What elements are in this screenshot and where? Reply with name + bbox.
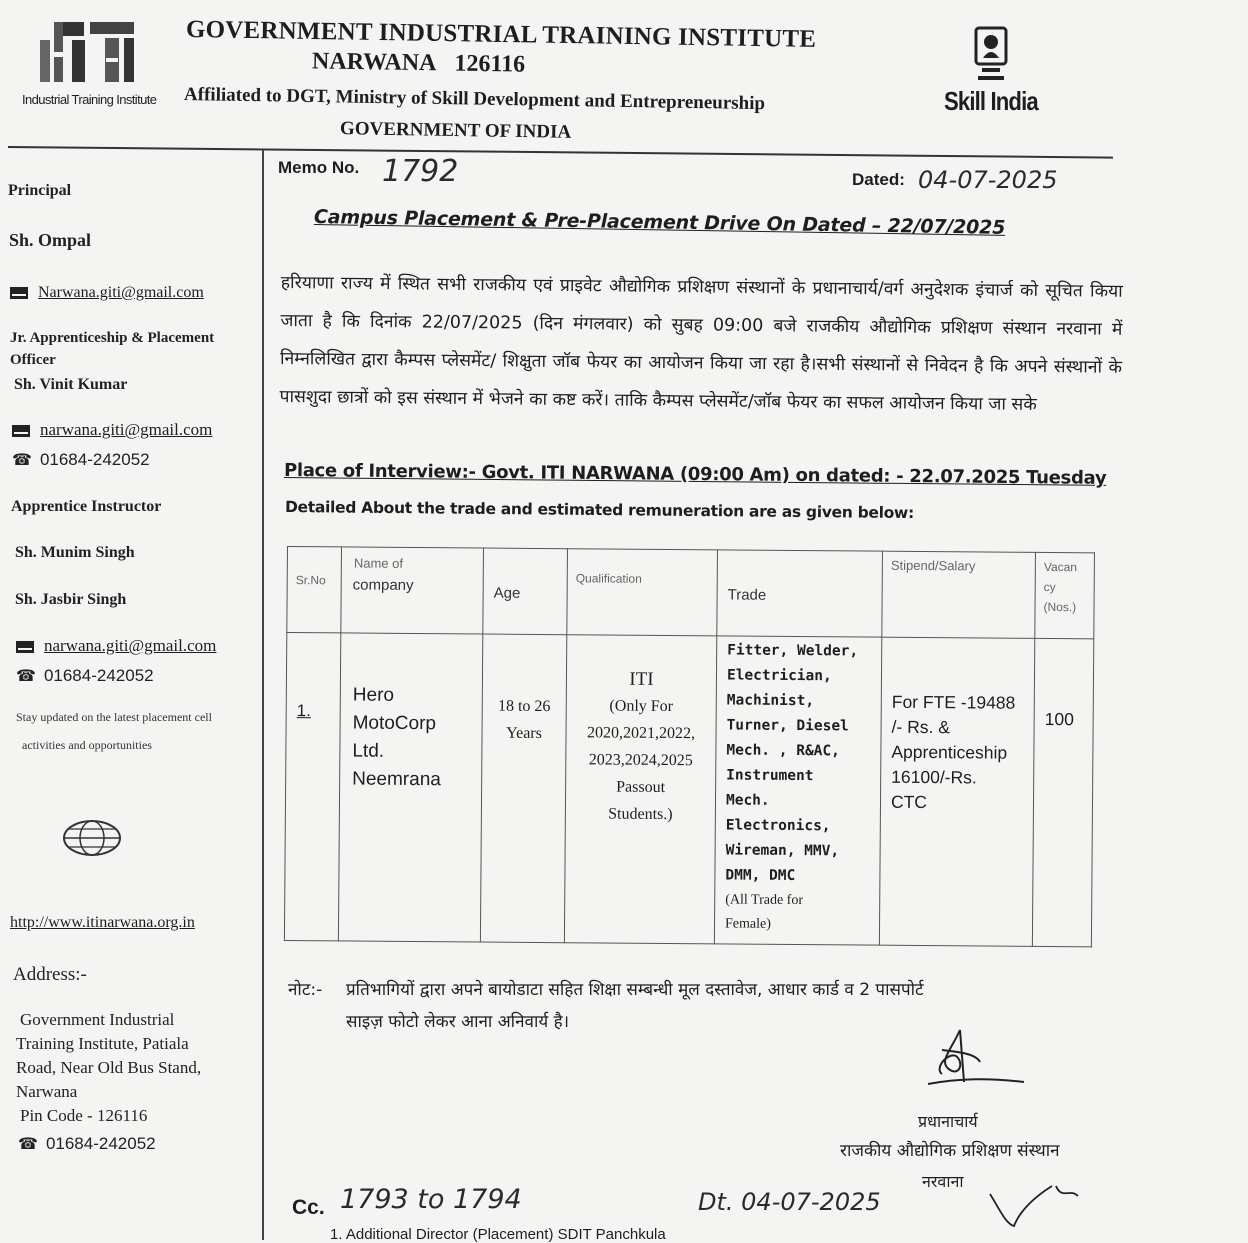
row-vacancy: 100 <box>1044 708 1074 730</box>
logo-caption: Industrial Training Institute <box>22 92 157 107</box>
city-pincode: 126116 <box>454 50 526 78</box>
company-line-1: Hero <box>352 684 395 706</box>
row-vacancy-cell <box>1032 638 1093 946</box>
qual-line-1: ITI <box>629 668 654 690</box>
qual-line-5: Passout <box>616 778 666 796</box>
company-line-3: Ltd. <box>352 740 385 762</box>
mail-icon <box>16 641 34 653</box>
place-of-interview: Place of Interview:- Govt. ITI NARWANA (09:00 Am) on dated: - 22.07.2025 Tuesday <box>283 460 1107 489</box>
instructor-name-2: Sh. Jasbir Singh <box>15 591 127 608</box>
header-srno-cell <box>287 547 342 633</box>
header-vacancy-2: cy <box>1043 579 1056 595</box>
mail-icon <box>10 287 28 299</box>
officer-phone: 01684-242052 <box>39 450 150 469</box>
address-phone-row <box>18 1134 156 1154</box>
pin-code: Pin Code - 126116 <box>20 1106 148 1125</box>
trade-line-8: Electronics, <box>725 817 831 835</box>
header-vacancy <box>1043 557 1093 617</box>
cc-numbers: 1793 to 1794 <box>340 1184 522 1215</box>
row-company-cell <box>338 633 482 942</box>
row-qualification <box>566 665 716 828</box>
officer-name: Sh. Vinit Kumar <box>14 376 128 393</box>
row-salary <box>891 690 1034 816</box>
phone-icon: ☎ <box>18 1136 38 1153</box>
address-line-1: Government Industrial <box>20 1010 175 1029</box>
detail-line: Detailed About the trade and estimated remuneration are as given below: <box>284 498 914 523</box>
cc-label: Cc. <box>292 1196 325 1219</box>
qual-line-3: 2020,2021,2022, <box>586 724 696 743</box>
note-label: नोट:- <box>288 980 323 1000</box>
address-phone: 01684-242052 <box>45 1134 156 1153</box>
header-name-of: Name of <box>353 555 404 571</box>
updates-line-2: activities and opportunities <box>22 738 152 752</box>
row-age <box>482 693 565 748</box>
initials-mark <box>986 1180 1086 1234</box>
signature-org: राजकीय औद्योगिक प्रशिक्षण संस्थान <box>840 1141 1060 1161</box>
principal-label: Principal <box>8 182 72 199</box>
header-company-cell <box>341 547 484 634</box>
mail-icon <box>12 425 30 437</box>
institute-title: GOVERNMENT INDUSTRIAL TRAINING INSTITUTE <box>185 16 817 53</box>
note-line-2: साइज़ फोटो लेकर आना अनिवार्य है। <box>346 1012 570 1032</box>
officer-email-row <box>12 420 212 440</box>
note-line-1-row <box>288 974 1118 1006</box>
row-srno: 1. <box>296 701 311 721</box>
table-row <box>284 633 1093 947</box>
officer-label-2: Officer <box>10 352 56 368</box>
affiliation-line: Affiliated to DGT, Ministry of Skill Development and Entrepreneurship <box>183 84 766 115</box>
company-line-2: MotoCorp <box>352 712 437 735</box>
salary-line-3: Apprenticeship <box>891 741 1008 763</box>
website-link[interactable]: http://www.itinarwana.org.in <box>10 914 195 931</box>
placement-table <box>284 546 1095 947</box>
header-qualification: Qualification <box>575 571 642 586</box>
trade-line-5: Mech. , R&AC, <box>726 742 840 760</box>
address-line-2: Training Institute, Patiala <box>16 1034 189 1053</box>
qual-line-2: (Only For <box>609 697 674 716</box>
address-label: Address:- <box>13 964 87 985</box>
salary-line-5: CTC <box>890 791 928 813</box>
salary-line-2: /- Rs. & <box>891 716 951 738</box>
phone-icon: ☎ <box>16 668 36 685</box>
trade-line-6: Instrument <box>726 767 814 785</box>
officer-phone-row <box>12 450 150 470</box>
header-qual-cell <box>567 549 718 636</box>
signature-title: प्रधानाचार्य <box>918 1112 978 1131</box>
header-age: Age <box>493 584 521 602</box>
company-line-4: Neemrana <box>352 768 441 791</box>
header-vacancy-1: Vacan <box>1043 559 1078 575</box>
phone-icon: ☎ <box>12 452 32 469</box>
trade-line-7: Mech. <box>725 792 770 809</box>
principal-email-link[interactable]: Narwana.giti@gmail.com <box>38 284 204 301</box>
trade-note-2: Female) <box>724 916 771 932</box>
qual-line-6: Students.) <box>608 805 673 824</box>
header-stipend: Stipend/Salary <box>890 557 976 574</box>
row-qual-cell <box>564 635 716 944</box>
header-stipend-cell <box>882 551 1036 638</box>
row-salary-cell <box>879 637 1034 946</box>
memo-number: 1792 <box>382 154 459 189</box>
trade-line-1: Fitter, Welder, <box>727 642 859 660</box>
signature-city: नरवाना <box>922 1172 964 1191</box>
header-divider <box>8 146 1113 159</box>
note-line-1: प्रतिभागियों द्वारा अपने बायोडाटा सहित शिक्षा सम्बन्धी मूल दस्तावेज, आधार कार्ड व 2 पासपोर्ट <box>346 980 924 1000</box>
salary-line-4: 16100/-Rs. <box>891 766 977 788</box>
body-paragraph: हरियाणा राज्य में स्थित सभी राजकीय एवं प्राइवेट औद्योगिक प्रशिक्षण संस्थानों के प्रधानाचार्य/वर्ग अनुदेशक इंचार्ज को सूचित किया जाता है कि दिनांक 22/07/2025 (दिन मंगलवार) को सुबह 09:00 बजे राजकीय औद्योगिक प्रशिक्षण संस्थान नरवाना में निम्नलिखित द्वारा कैम्पस प्लेसमेंट/ शिक्षुता जॉब फेयर का आयोजन किया जा रहा है।सभी संस्थानों से निवेदन है कि अपने संस्थानों के पासशुदा छात्रों को इस संस्थान में भेजने का कष्ट करें। ताकि कैम्पस प्लेसमेंट/जॉब फेयर का सफल आयोजन किया जा सके <box>279 272 1123 415</box>
skill-india-icon <box>968 22 1014 86</box>
cc-item-1: 1. Additional Director (Placement) SDIT Panchkula <box>330 1226 666 1243</box>
sidebar-divider <box>262 150 264 1240</box>
header-trade-cell <box>717 550 883 637</box>
trade-note-1: (All Trade for <box>725 892 804 909</box>
header-vacancy-cell <box>1035 552 1095 638</box>
subject-line: Campus Placement & Pre-Placement Drive On Dated – 22/07/2025 <box>313 206 1006 239</box>
officer-email-link[interactable]: narwana.giti@gmail.com <box>40 420 213 439</box>
header-srno: Sr.No <box>295 573 326 588</box>
qual-line-4: 2023,2024,2025 <box>588 751 693 770</box>
header-age-cell <box>483 548 568 635</box>
cc-date: Dt. 04-07-2025 <box>698 1188 881 1216</box>
trade-line-10: DMM, DMC <box>725 867 796 885</box>
row-age-cell <box>480 634 566 943</box>
instructor-name-1: Sh. Munim Singh <box>15 544 135 561</box>
website-row <box>10 914 195 932</box>
age-line-1: 18 to 26 <box>497 697 551 716</box>
instructor-email-row <box>16 636 216 656</box>
instructor-phone: 01684-242052 <box>43 666 154 685</box>
header-trade: Trade <box>727 586 767 604</box>
updates-line-1: Stay updated on the latest placement cell <box>16 710 212 724</box>
header-company: company <box>352 576 414 594</box>
salary-line-1: For FTE -19488 <box>891 691 1016 713</box>
officer-label-1: Jr. Apprenticeship & Placement <box>10 330 215 346</box>
skill-india-logo <box>968 22 1014 86</box>
instructor-email-link[interactable]: narwana.giti@gmail.com <box>44 636 217 655</box>
institute-city <box>312 48 526 78</box>
trade-line-3: Machinist, <box>726 692 815 710</box>
principal-signature <box>920 1022 1030 1096</box>
instructor-phone-row <box>16 666 154 686</box>
iti-logo-mark <box>20 18 165 93</box>
table-header-row <box>287 547 1095 639</box>
address-line-3: Road, Near Old Bus Stand, <box>16 1058 202 1077</box>
age-line-2: Years <box>506 724 542 743</box>
trade-line-4: Turner, Diesel <box>726 717 849 735</box>
skill-india-text: Skill India <box>944 86 1038 116</box>
government-line: GOVERNMENT OF INDIA <box>339 118 572 143</box>
instructor-label: Apprentice Instructor <box>11 498 162 515</box>
trade-line-9: Wireman, MMV, <box>725 842 840 860</box>
memo-label: Memo No. <box>278 158 360 177</box>
row-trade <box>725 638 881 937</box>
trade-line-2: Electrician, <box>726 667 832 685</box>
principal-name: Sh. Ompal <box>9 230 92 250</box>
header-vacancy-3: (Nos.) <box>1043 599 1077 615</box>
dated-label: Dated: <box>852 170 905 189</box>
row-trade-cell <box>714 636 881 945</box>
dated-value: 04-07-2025 <box>918 166 1058 194</box>
city-name: NARWANA <box>311 48 437 77</box>
principal-email-row <box>10 284 204 302</box>
globe-icon <box>60 818 124 862</box>
address-line-4: Narwana <box>16 1082 78 1101</box>
row-company <box>352 682 482 795</box>
row-srno-cell <box>284 633 340 941</box>
